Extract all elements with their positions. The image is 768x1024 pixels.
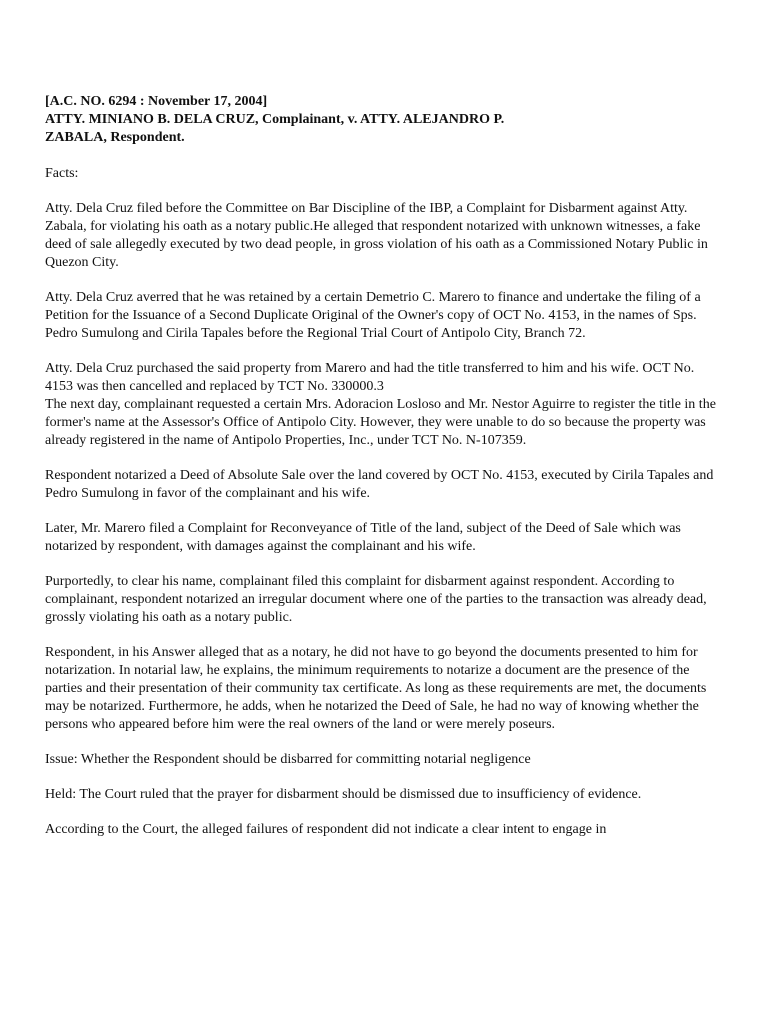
case-number: [A.C. NO. 6294 : November 17, 2004] [45,94,268,109]
held-statement: Held: The Court ruled that the prayer for disbarment should be dismissed due to insufficiency of evidence. [45,787,642,802]
paragraph-retained: Atty. Dela Cruz averred that he was retained by a certain Demetrio C. Marero to finance and undertake the filing of a Petition for the Issuance of a Second Duplicate Original of the Owner's copy of OCT No. 4153, in the names of Sps. Pedro Sumulong and Cirila Tapales before the Regional Trial Court of Antipolo City, Branch 72. [45,290,701,341]
paragraph-notarized: Respondent notarized a Deed of Absolute Sale over the land covered by OCT No. 4153, executed by Cirila Tapales and Pedro Sumulong in favor of the complainant and his wife. [45,468,714,501]
paragraph-purchase-part2: The next day, complainant requested a certain Mrs. Adoracion Losloso and Mr. Nestor Aguirre to register the title in the former's name at the Assessor's Office of Antipolo City. However, they were unable to do so because the property was already registered in the name of Antipolo Properties, Inc., under TCT No. N-107359. [45,397,716,448]
paragraph-court-ruling: According to the Court, the alleged failures of respondent did not indicate a clear intent to engage in [45,822,607,837]
paragraph-disbarment: Purportedly, to clear his name, complainant filed this complaint for disbarment against respondent. According to complainant, respondent notarized an irregular document where one of the parties to the transaction was already dead, grossly violating his oath as a notary public. [45,574,707,625]
paragraph-answer: Respondent, in his Answer alleged that as a notary, he did not have to go beyond the documents presented to him for notarization. In notarial law, he explains, the minimum requirements to notarize a document are the presence of the parties and their presentation of their community tax certificate. As long as these requirements are met, the documents may be notarized. Furthermore, he adds, when he notarized the Deed of Sale, he had no way of knowing whether the persons who appeared before him were the real owners of the land or were merely poseurs. [45,645,707,732]
document-page [45,93,725,856]
paragraph-complaint: Atty. Dela Cruz filed before the Committee on Bar Discipline of the IBP, a Complaint for Disbarment against Atty. Zabala, for violating his oath as a notary public.He alleged that respondent notarized with unknown witnesses, a fake deed of sale allegedly executed by two dead people, in gross violation of his oath as a Commissioned Notary Public in Quezon City. [45,201,708,270]
facts-label: Facts: [45,166,79,181]
issue-statement: Issue: Whether the Respondent should be disbarred for committing notarial negligence [45,752,531,767]
case-parties-line2: ZABALA, Respondent. [45,130,185,145]
case-heading [45,93,725,147]
paragraph-reconveyance: Later, Mr. Marero filed a Complaint for Reconveyance of Title of the land, subject of the Deed of Sale which was notarized by respondent, with damages against the complainant and his wife. [45,521,681,554]
paragraph-purchase [45,360,725,450]
paragraph-purchase-part1: Atty. Dela Cruz purchased the said property from Marero and had the title transferred to him and his wife. OCT No. 4153 was then cancelled and replaced by TCT No. 330000.3 [45,361,695,394]
case-parties-line1: ATTY. MINIANO B. DELA CRUZ, Complainant, v. ATTY. ALEJANDRO P. [45,112,505,127]
